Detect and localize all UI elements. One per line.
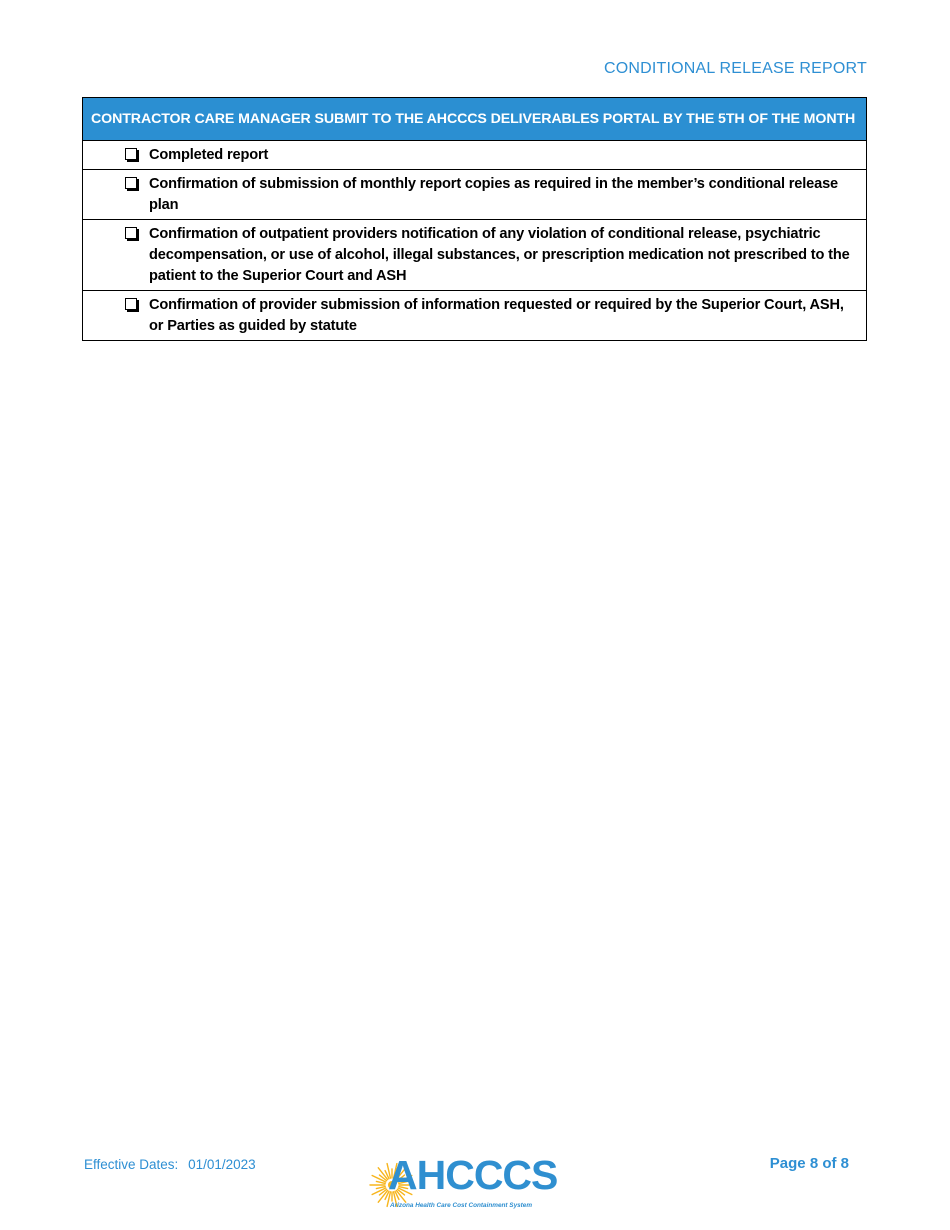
checklist-item-text: Confirmation of outpatient providers notification of any violation of conditional release, psychiatric decompensation, or use of alcohol, illegal substances, or prescription medication not prescribed to the patient to the Superior Court and ASH <box>149 226 850 284</box>
checkbox-icon[interactable] <box>125 298 137 310</box>
page-header-title: CONDITIONAL RELEASE REPORT <box>603 60 867 77</box>
checkbox-icon[interactable] <box>125 227 137 239</box>
effective-dates <box>84 1157 256 1172</box>
checklist-heading: CONTRACTOR CARE MANAGER SUBMIT TO THE AHCCCS DELIVERABLES PORTAL BY THE 5TH OF THE MONTH <box>83 98 866 141</box>
checkbox-cell <box>83 224 149 287</box>
checklist-item-text: Confirmation of provider submission of information requested or required by the Superior Court, ASH, or Parties as guided by statute <box>149 297 844 334</box>
page-number: Page 8 of 8 <box>769 1155 849 1172</box>
effective-dates-label: Effective Dates: <box>84 1157 179 1172</box>
ahcccs-logo <box>366 1152 558 1214</box>
checklist-row <box>83 290 866 340</box>
effective-dates-value: 01/01/2023 <box>188 1157 256 1172</box>
checklist-item-text: Confirmation of submission of monthly report copies as required in the member’s conditional release plan <box>149 176 839 213</box>
checkbox-icon[interactable] <box>125 148 137 160</box>
checkbox-cell <box>83 295 149 337</box>
logo-wordmark: AHCCCS <box>388 1152 558 1198</box>
logo-tagline: Arizona Health Care Cost Containment System <box>390 1202 533 1209</box>
checklist-row <box>83 219 866 290</box>
checklist-row <box>83 169 866 219</box>
checkbox-cell <box>83 145 149 166</box>
deliverables-checklist <box>82 97 867 341</box>
checklist-row <box>83 141 866 169</box>
checklist-item-text: Completed report <box>149 147 269 163</box>
checkbox-cell <box>83 174 149 216</box>
checkbox-icon[interactable] <box>125 177 137 189</box>
